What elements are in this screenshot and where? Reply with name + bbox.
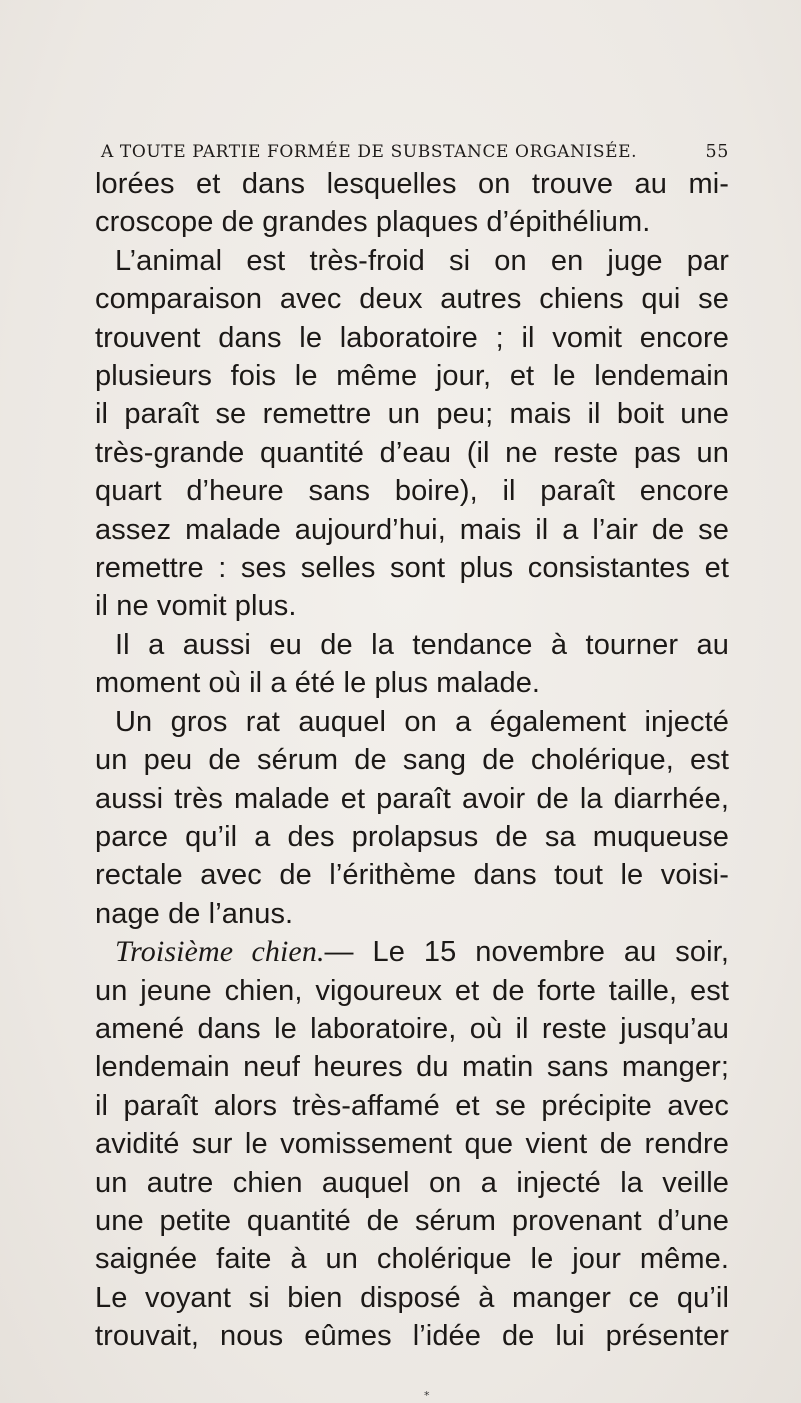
text-line: moment où il a été le plus malade. (95, 667, 541, 700)
text-line: lorées et dans lesquelles on trouve au mi- (95, 168, 729, 200)
text-line: Il a aussi eu de la tendance à tourner au (115, 628, 729, 661)
text-line: quart d’heure sans boire), il paraît encore (95, 475, 729, 508)
page-number: 55 (705, 142, 729, 162)
text-line: amené dans le laboratoire, où il reste jusqu’au (95, 1012, 729, 1045)
text-line: Le voyant si bien disposé à manger ce qu’il (95, 1281, 729, 1314)
running-header (101, 142, 729, 162)
section-heading: Troisième chien. (115, 935, 325, 969)
text-line: trouvent dans le laboratoire ; il vomit encore (95, 321, 729, 354)
text-line: remettre : ses selles sont plus consistantes et (95, 552, 729, 585)
text-line: aussi très malade et paraît avoir de la diarrhée, (95, 782, 729, 815)
text-line: un jeune chien, vigoureux et de forte taille, est (95, 974, 729, 1007)
body-text (95, 165, 729, 1356)
text-line: croscope de grandes plaques d’épithélium. (95, 206, 651, 239)
text-line: plusieurs fois le même jour, et le lendemain (95, 360, 729, 393)
text-line: lendemain neuf heures du matin sans manger; (95, 1051, 729, 1084)
text-line: L’animal est très-froid si on en juge par (115, 244, 729, 277)
text-line: parce qu’il a des prolapsus de sa muqueuse (95, 820, 729, 853)
signature-mark: * (424, 1389, 430, 1402)
text-line: il ne vomit plus. (95, 590, 297, 623)
text-line: avidité sur le vomissement que vient de rendre (95, 1128, 729, 1161)
text-line: Un gros rat auquel on a également injecté (115, 705, 729, 738)
section-first-line (95, 933, 729, 971)
text-line: une petite quantité de sérum provenant d’une (95, 1204, 729, 1237)
text-line: comparaison avec deux autres chiens qui se (95, 283, 729, 316)
text-line: il paraît alors très-affamé et se précipite avec (95, 1089, 729, 1122)
text-line: il paraît se remettre un peu; mais il boit une (95, 398, 729, 431)
text-line: un peu de sérum de sang de cholérique, est (95, 744, 729, 777)
text-line: très-grande quantité d’eau (il ne reste pas un (95, 436, 729, 469)
section-line-text: — Le 15 novembre au soir, (324, 936, 729, 969)
text-line: assez malade aujourd’hui, mais il a l’air de se (95, 513, 729, 546)
text-line: trouvait, nous eûmes l’idée de lui présenter (95, 1320, 729, 1353)
text-line: rectale avec de l’érithème dans tout le voisi- (95, 859, 729, 892)
text-line: saignée faite à un cholérique le jour même. (95, 1243, 729, 1276)
running-title: A TOUTE PARTIE FORMÉE DE SUBSTANCE ORGANISÉE. (101, 142, 638, 162)
text-line: un autre chien auquel on a injecté la veille (95, 1166, 729, 1199)
text-line: nage de l’anus. (95, 897, 294, 930)
